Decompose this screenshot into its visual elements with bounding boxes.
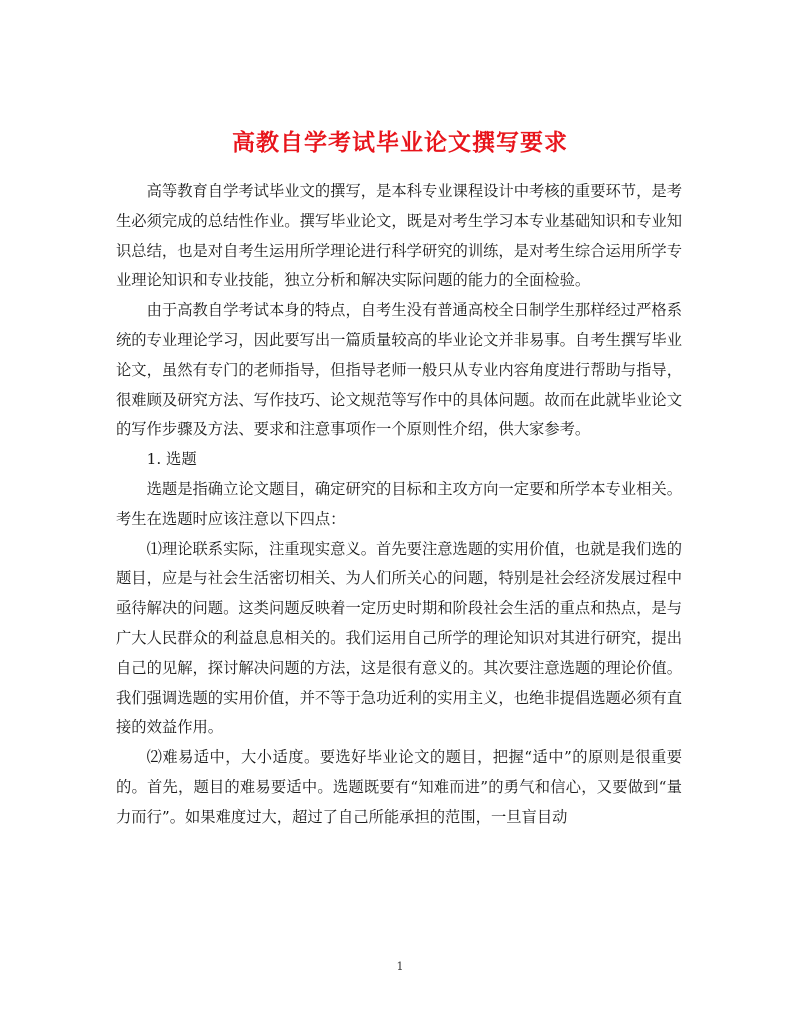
section-heading-topic-selection: 1. 选题 <box>146 450 197 469</box>
document-title: 高教自学考试毕业论文撰写要求 <box>232 129 568 157</box>
paragraph-point-1: ⑴理论联系实际，注重现实意义。首先要注意选题的实用价值，也就是我们选的题目，应是与社会生活密切相关、为人们所关心的问题，特别是社会经济发展过程中亟待解决的问题。这类问题反映着一定历史时期和阶段社会生活的重点和热点，是与广大人民群众的利益息息相关的。我们运用自己所学的理论知识对其进行研究，提出自己的见解，探讨解决问题的方法，这是很有意义的。其次要注意选题的理论价值。我们强调选题的实用价值，并不等于急功近利的实用主义，也绝非提倡选题必须有直接的效益作用。 <box>116 539 682 737</box>
paragraph-intro: 高等教育自学考试毕业文的撰写，是本科专业课程设计中考核的重要环节，是考生必须完成的总结性作业。撰写毕业论文，既是对考生学习本专业基础知识和专业知识总结，也是对自考生运用所学理论进行科学研究的训练，是对考生综合运用所学专业理论知识和专业技能，独立分析和解决实际问题的能力的全面检验。 <box>116 182 682 290</box>
paragraph-topic-definition: 选题是指确立论文题目，确定研究的目标和主攻方向一定要和所学本专业相关。考生在选题时应该注意以下四点： <box>116 479 682 528</box>
document-body <box>116 177 682 833</box>
paragraph-background: 由于高教自学考试本身的特点，自考生没有普通高校全日制学生那样经过严格系统的专业理论学习，因此要写出一篇质量较高的毕业论文并非易事。自考生撰写毕业论文，虽然有专门的老师指导，但指导老师一般只从专业内容角度进行帮助与指导，很难顾及研究方法、写作技巧、论文规范等写作中的具体问题。故而在此就毕业论文的写作步骤及方法、要求和注意事项作一个原则性介绍，供大家参考。 <box>116 301 682 439</box>
page-number: 1 <box>396 960 404 973</box>
paragraph-point-2: ⑵难易适中，大小适度。要选好毕业论文的题目，把握“适中”的原则是很重要的。首先，题目的难易要适中。选题既要有“知难而进”的勇气和信心，又要做到“量力而行”。如果难度过大，超过了自己所能承担的范围，一旦盲目动 <box>116 748 682 826</box>
